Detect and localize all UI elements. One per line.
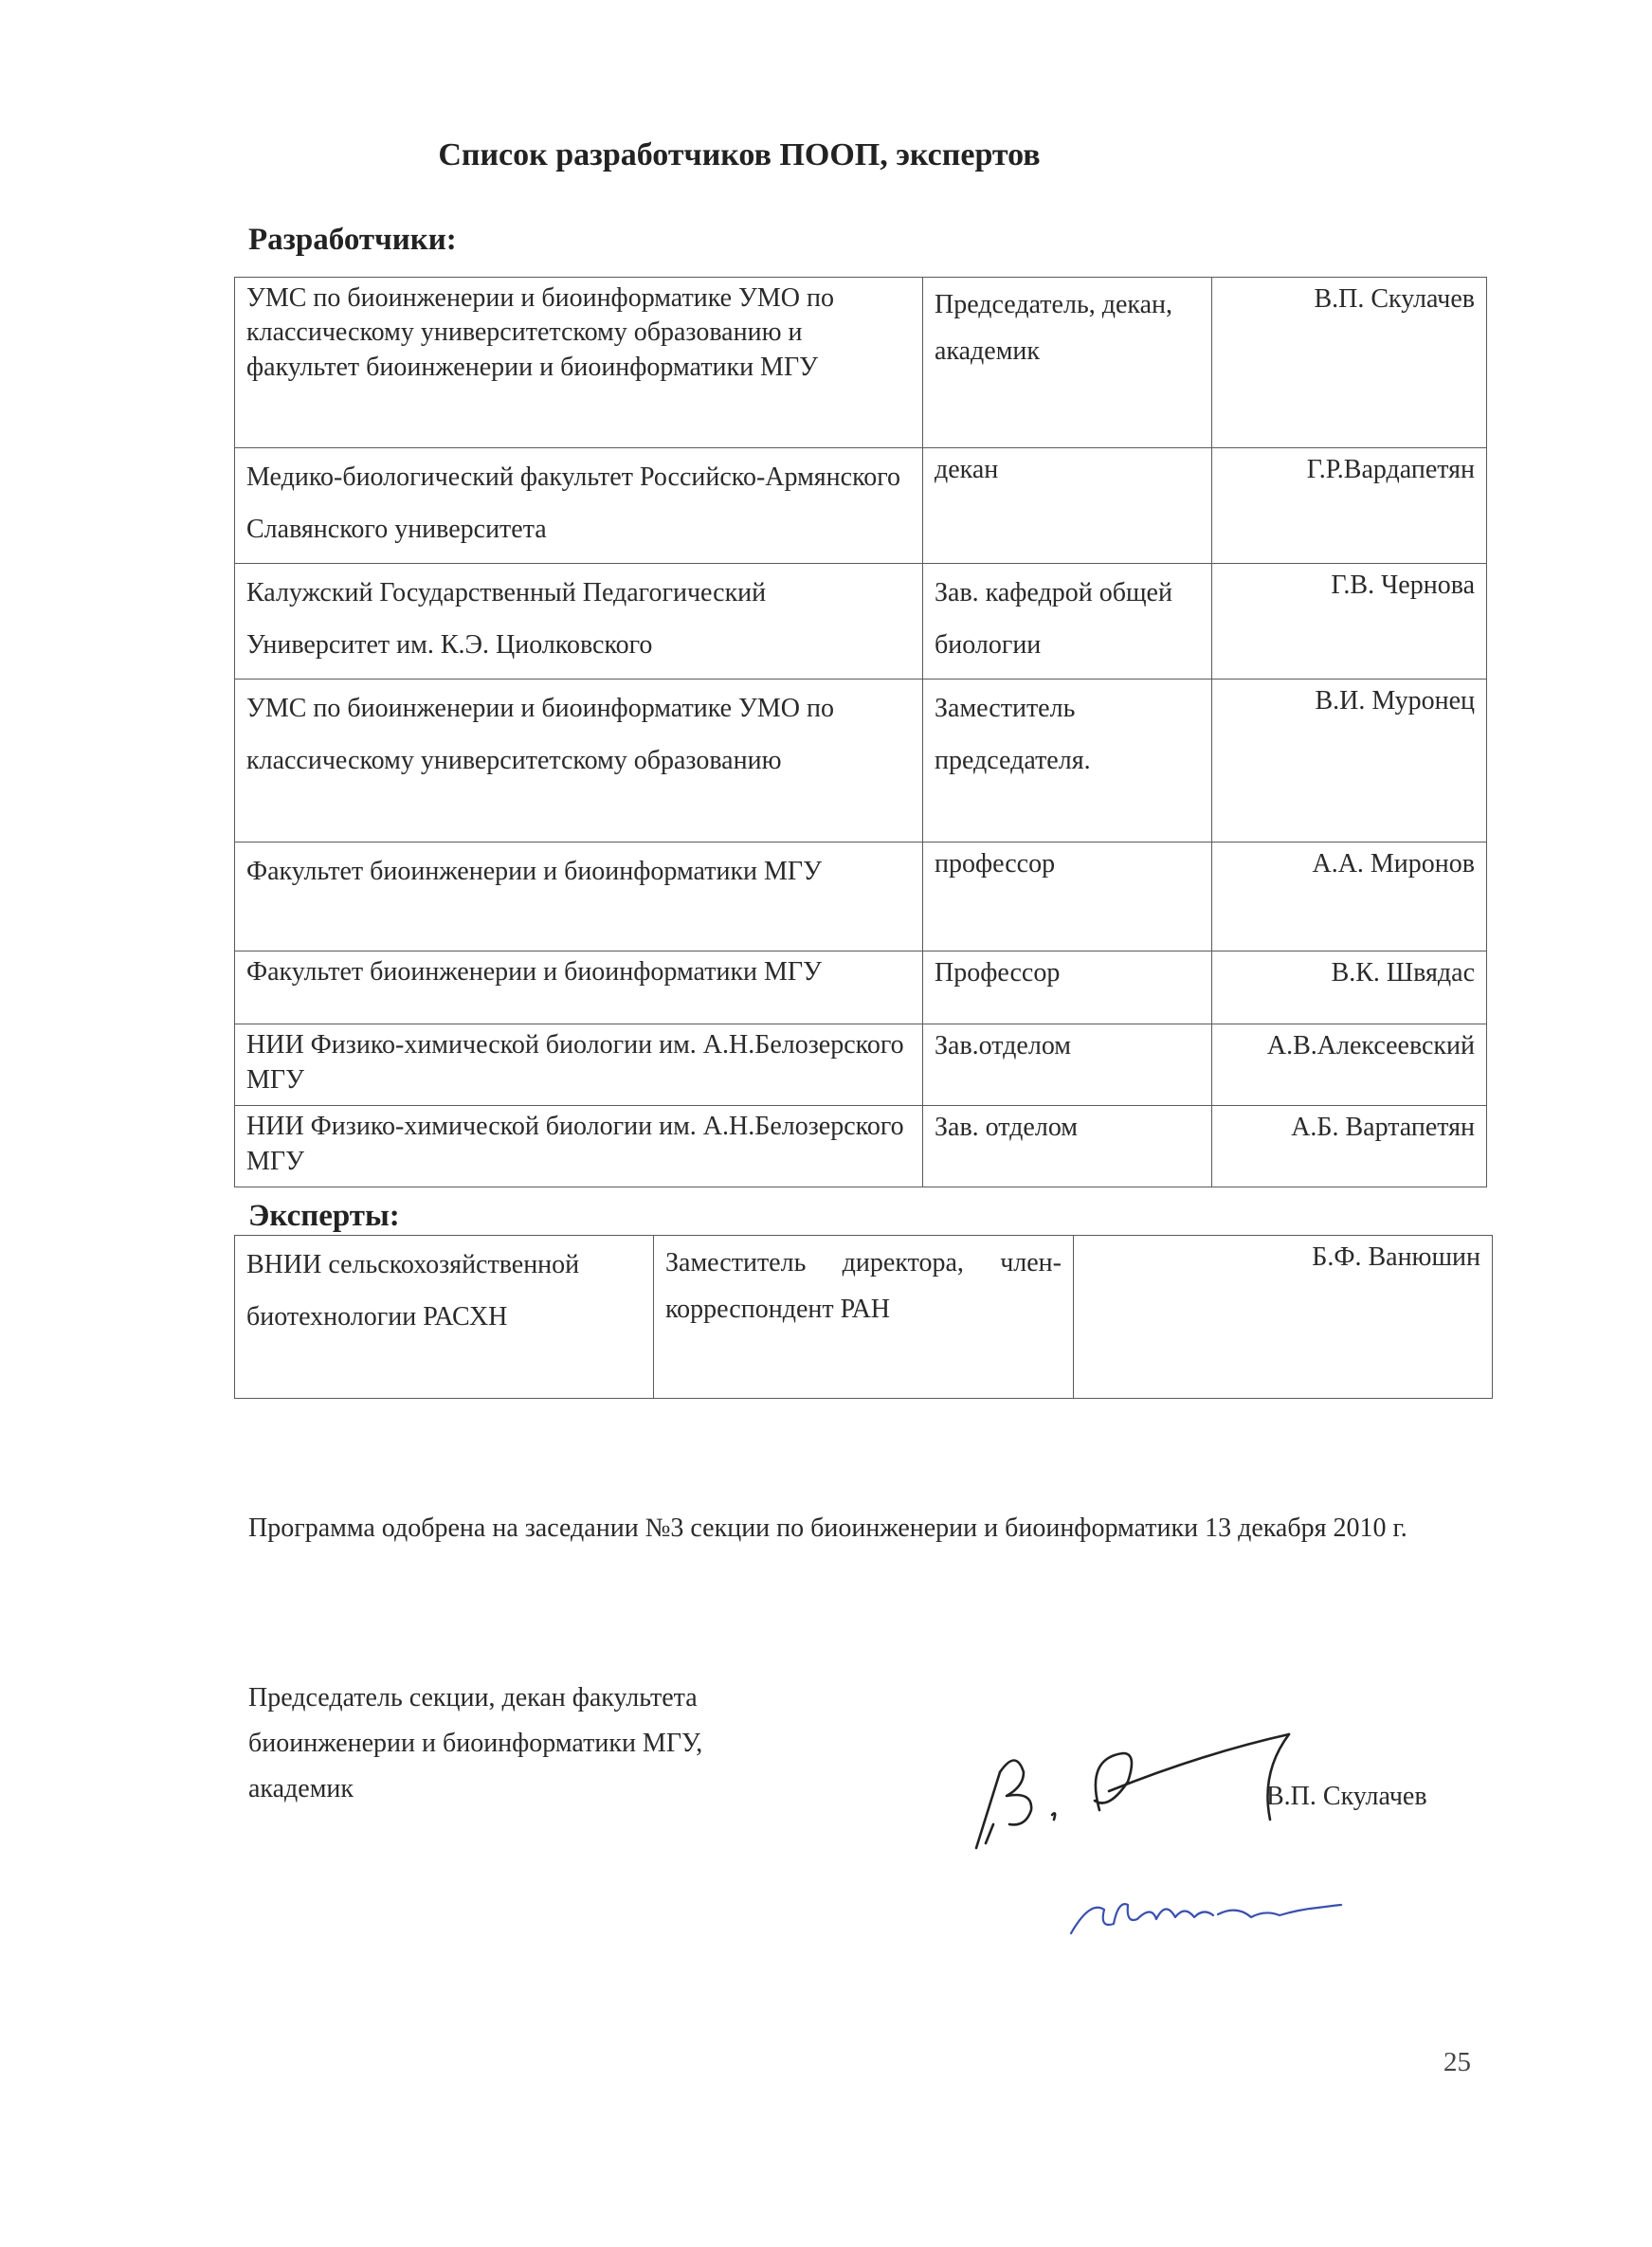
experts-heading: Эксперты: — [248, 1199, 400, 1233]
name-cell: Г.Р.Вардапетян — [1212, 448, 1487, 564]
org-cell: ВНИИ сельскохозяйственной биотехнологии РАСХН — [235, 1236, 654, 1399]
org-cell: НИИ Физико-химической биологии им. А.Н.Белозерского МГУ — [235, 1024, 923, 1106]
name-cell: В.П. Скулачев — [1212, 278, 1487, 448]
blue-initials-signature — [1062, 1881, 1346, 1948]
name-cell: А.А. Миронов — [1212, 843, 1487, 951]
position-cell: Председатель, декан, академик — [923, 278, 1212, 448]
page-number: 25 — [1443, 2047, 1471, 2077]
document-title: Список разработчиков ПООП, экспертов — [438, 137, 1041, 172]
signoff-role-line: академик — [248, 1774, 354, 1803]
position-cell: Зав.отделом — [923, 1024, 1212, 1106]
org-cell: Факультет биоинженерии и биоинформатики МГУ — [235, 951, 923, 1024]
name-cell: А.Б. Вартапетян — [1212, 1106, 1487, 1187]
position-cell: Зав. отделом — [923, 1106, 1212, 1187]
table-row — [235, 951, 1487, 1024]
org-cell: УМС по биоинженерии и биоинформатике УМО по классическому университетскому образованию — [235, 680, 923, 843]
name-cell: В.К. Швядас — [1212, 951, 1487, 1024]
position-cell: профессор — [923, 843, 1212, 951]
name-cell: В.И. Муронец — [1212, 680, 1487, 843]
org-cell: УМС по биоинженерии и биоинформатике УМО по классическому университетскому образованию и факультет биоинженерии и биоинформатики МГУ — [235, 278, 923, 448]
signer-name: В.П. Скулачев — [1266, 1782, 1427, 1811]
developers-table — [234, 277, 1487, 1187]
developers-heading: Разработчики: — [248, 223, 457, 257]
name-cell: А.В.Алексеевский — [1212, 1024, 1487, 1106]
experts-table — [234, 1235, 1493, 1399]
org-cell: Калужский Государственный Педагогический Университет им. К.Э. Циолковского — [235, 564, 923, 680]
org-cell: НИИ Физико-химической биологии им. А.Н.Белозерского МГУ — [235, 1106, 923, 1187]
position-cell: Профессор — [923, 951, 1212, 1024]
table-row — [235, 1106, 1487, 1187]
table-row — [235, 564, 1487, 680]
signoff-role-line: биоинженерии и биоинформатики МГУ, — [248, 1729, 703, 1758]
name-cell: Г.В. Чернова — [1212, 564, 1487, 680]
table-row — [235, 843, 1487, 951]
table-row — [235, 1024, 1487, 1106]
signoff-role — [248, 1676, 702, 1812]
table-row — [235, 680, 1487, 843]
signoff-role-line: Председатель секции, декан факультета — [248, 1683, 698, 1712]
org-cell: Медико-биологический факультет Российско-Армянского Славянского университета — [235, 448, 923, 564]
org-cell: Факультет биоинженерии и биоинформатики МГУ — [235, 843, 923, 951]
table-row — [235, 448, 1487, 564]
position-cell: декан — [923, 448, 1212, 564]
position-cell: Зав. кафедрой общей биологии — [923, 564, 1212, 680]
position-cell: Заместитель председателя. — [923, 680, 1212, 843]
position-cell: Заместитель директора, член-корреспондент РАН — [654, 1236, 1074, 1399]
name-cell: Б.Ф. Ванюшин — [1074, 1236, 1493, 1399]
table-row — [235, 278, 1487, 448]
table-row — [235, 1236, 1493, 1399]
approval-note: Программа одобрена на заседании №3 секции по биоинженерии и биоинформатики 13 декабря 2010 г. — [248, 1513, 1407, 1543]
